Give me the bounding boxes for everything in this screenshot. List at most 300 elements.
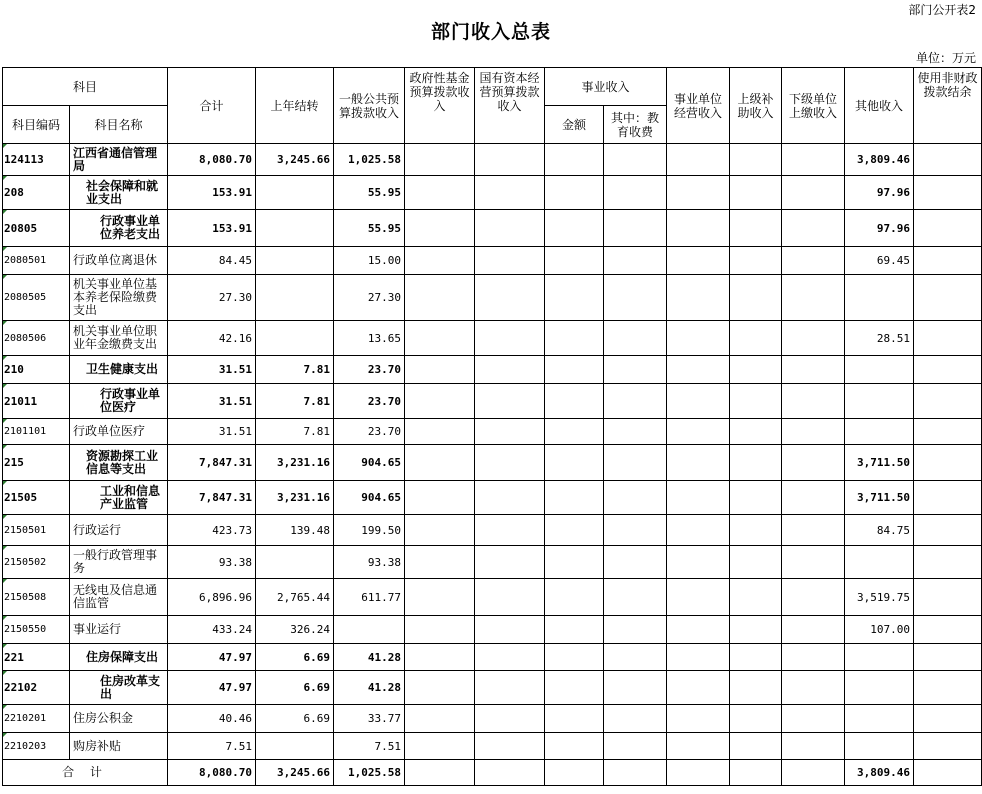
business-amount-cell [545, 445, 604, 481]
total-cell: 40.46 [168, 705, 256, 733]
total-general-budget: 1,025.58 [334, 760, 405, 786]
non-fiscal-cell [914, 144, 982, 176]
general-budget-cell: 23.70 [334, 384, 405, 419]
subordinate-cell [782, 515, 845, 546]
non-fiscal-cell [914, 210, 982, 247]
non-fiscal-cell [914, 671, 982, 705]
non-fiscal-cell [914, 705, 982, 733]
table-row [3, 321, 982, 356]
gov-fund-cell [405, 644, 475, 671]
subject-code: 208 [3, 176, 70, 210]
other-income-cell [845, 705, 914, 733]
subject-code: 124113 [3, 144, 70, 176]
subject-name: 事业运行 [70, 616, 168, 644]
gov-fund-cell [405, 275, 475, 321]
gov-fund-cell [405, 705, 475, 733]
subordinate-cell [782, 671, 845, 705]
education-fee-cell [604, 515, 667, 546]
subject-name: 机关事业单位职业年金缴费支出 [70, 321, 168, 356]
total-row [3, 760, 982, 786]
header-total: 合计 [168, 68, 256, 144]
superior-subsidy-cell [730, 579, 782, 616]
header-business-income: 事业收入 [545, 68, 667, 106]
education-fee-cell [604, 275, 667, 321]
general-budget-cell: 33.77 [334, 705, 405, 733]
total-cell: 153.91 [168, 176, 256, 210]
subject-name: 一般行政管理事务 [70, 546, 168, 579]
state-capital-cell [475, 481, 545, 515]
header-subject: 科目 [3, 68, 168, 106]
non-fiscal-cell [914, 616, 982, 644]
other-income-cell [845, 356, 914, 384]
table-row [3, 247, 982, 275]
superior-subsidy-cell [730, 546, 782, 579]
superior-subsidy-cell [730, 616, 782, 644]
subject-name: 工业和信息产业监管 [70, 481, 168, 515]
subject-code: 20805 [3, 210, 70, 247]
education-fee-cell [604, 705, 667, 733]
business-amount-cell [545, 210, 604, 247]
general-budget-cell: 13.65 [334, 321, 405, 356]
subject-code: 2080506 [3, 321, 70, 356]
total-gov-fund [405, 760, 475, 786]
header-code: 科目编码 [3, 106, 70, 144]
subject-code: 2080505 [3, 275, 70, 321]
state-capital-cell [475, 515, 545, 546]
gov-fund-cell [405, 546, 475, 579]
carryover-cell: 7.81 [256, 356, 334, 384]
business-amount-cell [545, 144, 604, 176]
header-operating-income: 事业单位经营收入 [667, 68, 730, 144]
education-fee-cell [604, 210, 667, 247]
general-budget-cell: 611.77 [334, 579, 405, 616]
carryover-cell [256, 247, 334, 275]
total-cell: 47.97 [168, 644, 256, 671]
business-amount-cell [545, 579, 604, 616]
subject-name: 住房公积金 [70, 705, 168, 733]
header-education-fee: 其中：教育收费 [604, 106, 667, 144]
subordinate-cell [782, 247, 845, 275]
operating-cell [667, 356, 730, 384]
subject-name: 行政运行 [70, 515, 168, 546]
table-row [3, 546, 982, 579]
general-budget-cell: 199.50 [334, 515, 405, 546]
carryover-cell: 3,231.16 [256, 481, 334, 515]
income-summary-table [2, 67, 982, 786]
total-cell: 153.91 [168, 210, 256, 247]
header-amount: 金额 [545, 106, 604, 144]
education-fee-cell [604, 176, 667, 210]
superior-subsidy-cell [730, 419, 782, 445]
state-capital-cell [475, 356, 545, 384]
table-row [3, 616, 982, 644]
subordinate-cell [782, 210, 845, 247]
subordinate-cell [782, 546, 845, 579]
education-fee-cell [604, 671, 667, 705]
operating-cell [667, 616, 730, 644]
superior-subsidy-cell [730, 176, 782, 210]
total-superior-subsidy [730, 760, 782, 786]
business-amount-cell [545, 515, 604, 546]
non-fiscal-cell [914, 515, 982, 546]
table-row [3, 356, 982, 384]
table-row [3, 419, 982, 445]
non-fiscal-cell [914, 546, 982, 579]
business-amount-cell [545, 384, 604, 419]
business-amount-cell [545, 733, 604, 760]
table-row [3, 515, 982, 546]
education-fee-cell [604, 356, 667, 384]
state-capital-cell [475, 321, 545, 356]
subordinate-cell [782, 705, 845, 733]
education-fee-cell [604, 144, 667, 176]
total-cell: 6,896.96 [168, 579, 256, 616]
operating-cell [667, 481, 730, 515]
subject-name: 购房补贴 [70, 733, 168, 760]
total-cell: 7,847.31 [168, 481, 256, 515]
total-state-capital [475, 760, 545, 786]
education-fee-cell [604, 384, 667, 419]
education-fee-cell [604, 445, 667, 481]
other-income-cell [845, 644, 914, 671]
state-capital-cell [475, 275, 545, 321]
table-row [3, 144, 982, 176]
education-fee-cell [604, 481, 667, 515]
education-fee-cell [604, 419, 667, 445]
header-superior-subsidy: 上级补助收入 [730, 68, 782, 144]
subject-name: 住房改革支出 [70, 671, 168, 705]
table-row [3, 445, 982, 481]
superior-subsidy-cell [730, 384, 782, 419]
total-cell: 42.16 [168, 321, 256, 356]
superior-subsidy-cell [730, 275, 782, 321]
subordinate-cell [782, 419, 845, 445]
subject-name: 行政单位离退休 [70, 247, 168, 275]
table-row [3, 481, 982, 515]
total-amount: 8,080.70 [168, 760, 256, 786]
other-income-cell: 3,809.46 [845, 144, 914, 176]
non-fiscal-cell [914, 384, 982, 419]
total-cell: 8,080.70 [168, 144, 256, 176]
carryover-cell: 3,245.66 [256, 144, 334, 176]
non-fiscal-cell [914, 356, 982, 384]
carryover-cell: 6.69 [256, 644, 334, 671]
operating-cell [667, 644, 730, 671]
general-budget-cell: 41.28 [334, 671, 405, 705]
header-non-fiscal-balance: 使用非财政拨款结余 [914, 68, 982, 144]
business-amount-cell [545, 546, 604, 579]
business-amount-cell [545, 321, 604, 356]
operating-cell [667, 275, 730, 321]
total-cell: 423.73 [168, 515, 256, 546]
header-carryover: 上年结转 [256, 68, 334, 144]
state-capital-cell [475, 671, 545, 705]
operating-cell [667, 546, 730, 579]
subordinate-cell [782, 144, 845, 176]
table-row [3, 210, 982, 247]
superior-subsidy-cell [730, 321, 782, 356]
subject-name: 无线电及信息通信监管 [70, 579, 168, 616]
subject-name: 行政事业单位养老支出 [70, 210, 168, 247]
operating-cell [667, 176, 730, 210]
general-budget-cell: 1,025.58 [334, 144, 405, 176]
other-income-cell: 69.45 [845, 247, 914, 275]
subordinate-cell [782, 616, 845, 644]
total-cell: 31.51 [168, 356, 256, 384]
non-fiscal-cell [914, 481, 982, 515]
other-income-cell: 97.96 [845, 176, 914, 210]
non-fiscal-cell [914, 445, 982, 481]
state-capital-cell [475, 176, 545, 210]
general-budget-cell: 55.95 [334, 210, 405, 247]
superior-subsidy-cell [730, 705, 782, 733]
general-budget-cell [334, 616, 405, 644]
other-income-cell [845, 419, 914, 445]
gov-fund-cell [405, 384, 475, 419]
subject-name: 卫生健康支出 [70, 356, 168, 384]
carryover-cell [256, 321, 334, 356]
operating-cell [667, 515, 730, 546]
gov-fund-cell [405, 356, 475, 384]
carryover-cell: 7.81 [256, 419, 334, 445]
other-income-cell: 3,711.50 [845, 481, 914, 515]
other-income-cell [845, 671, 914, 705]
gov-fund-cell [405, 481, 475, 515]
other-income-cell: 107.00 [845, 616, 914, 644]
superior-subsidy-cell [730, 671, 782, 705]
subject-name: 住房保障支出 [70, 644, 168, 671]
subject-code: 21011 [3, 384, 70, 419]
education-fee-cell [604, 321, 667, 356]
gov-fund-cell [405, 445, 475, 481]
subordinate-cell [782, 644, 845, 671]
gov-fund-cell [405, 176, 475, 210]
superior-subsidy-cell [730, 445, 782, 481]
other-income-cell: 3,519.75 [845, 579, 914, 616]
table-row [3, 644, 982, 671]
education-fee-cell [604, 733, 667, 760]
table-row [3, 384, 982, 419]
gov-fund-cell [405, 733, 475, 760]
subordinate-cell [782, 176, 845, 210]
subject-name: 机关事业单位基本养老保险缴费支出 [70, 275, 168, 321]
non-fiscal-cell [914, 644, 982, 671]
subject-code: 2101101 [3, 419, 70, 445]
superior-subsidy-cell [730, 144, 782, 176]
general-budget-cell: 7.51 [334, 733, 405, 760]
general-budget-cell: 904.65 [334, 481, 405, 515]
subordinate-cell [782, 733, 845, 760]
total-cell: 27.30 [168, 275, 256, 321]
business-amount-cell [545, 247, 604, 275]
table-row [3, 579, 982, 616]
state-capital-cell [475, 733, 545, 760]
other-income-cell [845, 384, 914, 419]
operating-cell [667, 445, 730, 481]
operating-cell [667, 321, 730, 356]
total-other-income: 3,809.46 [845, 760, 914, 786]
operating-cell [667, 210, 730, 247]
subject-code: 22102 [3, 671, 70, 705]
state-capital-cell [475, 546, 545, 579]
non-fiscal-cell [914, 579, 982, 616]
general-budget-cell: 904.65 [334, 445, 405, 481]
superior-subsidy-cell [730, 356, 782, 384]
subject-name: 资源勘探工业信息等支出 [70, 445, 168, 481]
page-title: 部门收入总表 [430, 21, 551, 43]
general-budget-cell: 15.00 [334, 247, 405, 275]
total-subordinate [782, 760, 845, 786]
operating-cell [667, 419, 730, 445]
state-capital-cell [475, 705, 545, 733]
education-fee-cell [604, 644, 667, 671]
total-operating [667, 760, 730, 786]
subject-code: 21505 [3, 481, 70, 515]
business-amount-cell [545, 176, 604, 210]
superior-subsidy-cell [730, 644, 782, 671]
subject-code: 210 [3, 356, 70, 384]
general-budget-cell: 23.70 [334, 356, 405, 384]
state-capital-cell [475, 616, 545, 644]
other-income-cell [845, 275, 914, 321]
subject-name: 行政单位医疗 [70, 419, 168, 445]
total-cell: 7,847.31 [168, 445, 256, 481]
subordinate-cell [782, 356, 845, 384]
subject-code: 2150508 [3, 579, 70, 616]
non-fiscal-cell [914, 275, 982, 321]
subordinate-cell [782, 579, 845, 616]
business-amount-cell [545, 419, 604, 445]
general-budget-cell: 41.28 [334, 644, 405, 671]
carryover-cell: 326.24 [256, 616, 334, 644]
gov-fund-cell [405, 579, 475, 616]
header-general-budget: 一般公共预算拨款收入 [334, 68, 405, 144]
operating-cell [667, 144, 730, 176]
subordinate-cell [782, 445, 845, 481]
total-business-amount [545, 760, 604, 786]
total-carryover: 3,245.66 [256, 760, 334, 786]
other-income-cell: 97.96 [845, 210, 914, 247]
subordinate-cell [782, 321, 845, 356]
other-income-cell: 28.51 [845, 321, 914, 356]
gov-fund-cell [405, 247, 475, 275]
subject-code: 2150550 [3, 616, 70, 644]
general-budget-cell: 93.38 [334, 546, 405, 579]
subject-code: 215 [3, 445, 70, 481]
subject-name: 行政事业单位医疗 [70, 384, 168, 419]
gov-fund-cell [405, 419, 475, 445]
general-budget-cell: 55.95 [334, 176, 405, 210]
non-fiscal-cell [914, 176, 982, 210]
business-amount-cell [545, 705, 604, 733]
carryover-cell [256, 210, 334, 247]
gov-fund-cell [405, 515, 475, 546]
state-capital-cell [475, 144, 545, 176]
subject-name: 社会保障和就业支出 [70, 176, 168, 210]
subject-code: 221 [3, 644, 70, 671]
other-income-cell: 84.75 [845, 515, 914, 546]
carryover-cell: 2,765.44 [256, 579, 334, 616]
state-capital-cell [475, 579, 545, 616]
total-cell: 93.38 [168, 546, 256, 579]
carryover-cell [256, 176, 334, 210]
operating-cell [667, 705, 730, 733]
state-capital-cell [475, 644, 545, 671]
table-row [3, 275, 982, 321]
table-row [3, 705, 982, 733]
non-fiscal-cell [914, 419, 982, 445]
header-other-income: 其他收入 [845, 68, 914, 144]
carryover-cell [256, 733, 334, 760]
state-capital-cell [475, 384, 545, 419]
total-non-fiscal [914, 760, 982, 786]
education-fee-cell [604, 247, 667, 275]
superior-subsidy-cell [730, 210, 782, 247]
superior-subsidy-cell [730, 481, 782, 515]
gov-fund-cell [405, 321, 475, 356]
state-capital-cell [475, 419, 545, 445]
general-budget-cell: 27.30 [334, 275, 405, 321]
total-cell: 433.24 [168, 616, 256, 644]
gov-fund-cell [405, 144, 475, 176]
other-income-cell: 3,711.50 [845, 445, 914, 481]
carryover-cell: 7.81 [256, 384, 334, 419]
subject-code: 2150501 [3, 515, 70, 546]
other-income-cell [845, 733, 914, 760]
table-row [3, 733, 982, 760]
general-budget-cell: 23.70 [334, 419, 405, 445]
education-fee-cell [604, 546, 667, 579]
operating-cell [667, 733, 730, 760]
business-amount-cell [545, 356, 604, 384]
operating-cell [667, 384, 730, 419]
unit-label: 单位：万元 [915, 51, 976, 65]
carryover-cell: 139.48 [256, 515, 334, 546]
state-capital-cell [475, 210, 545, 247]
superior-subsidy-cell [730, 515, 782, 546]
carryover-cell [256, 546, 334, 579]
operating-cell [667, 579, 730, 616]
subject-code: 2210203 [3, 733, 70, 760]
non-fiscal-cell [914, 247, 982, 275]
state-capital-cell [475, 445, 545, 481]
subject-code: 2150502 [3, 546, 70, 579]
header-name: 科目名称 [70, 106, 168, 144]
business-amount-cell [545, 275, 604, 321]
total-cell: 84.45 [168, 247, 256, 275]
business-amount-cell [545, 616, 604, 644]
business-amount-cell [545, 644, 604, 671]
superior-subsidy-cell [730, 733, 782, 760]
subordinate-cell [782, 275, 845, 321]
operating-cell [667, 671, 730, 705]
subordinate-cell [782, 481, 845, 515]
total-cell: 31.51 [168, 384, 256, 419]
carryover-cell: 6.69 [256, 671, 334, 705]
total-label: 合 计 [3, 760, 168, 786]
subject-name: 江西省通信管理局 [70, 144, 168, 176]
table-number-label: 部门公开表2 [908, 3, 976, 17]
table-row [3, 176, 982, 210]
total-cell: 47.97 [168, 671, 256, 705]
total-cell: 31.51 [168, 419, 256, 445]
gov-fund-cell [405, 616, 475, 644]
business-amount-cell [545, 671, 604, 705]
header-subordinate-income: 下级单位上缴收入 [782, 68, 845, 144]
carryover-cell [256, 275, 334, 321]
carryover-cell: 3,231.16 [256, 445, 334, 481]
carryover-cell: 6.69 [256, 705, 334, 733]
